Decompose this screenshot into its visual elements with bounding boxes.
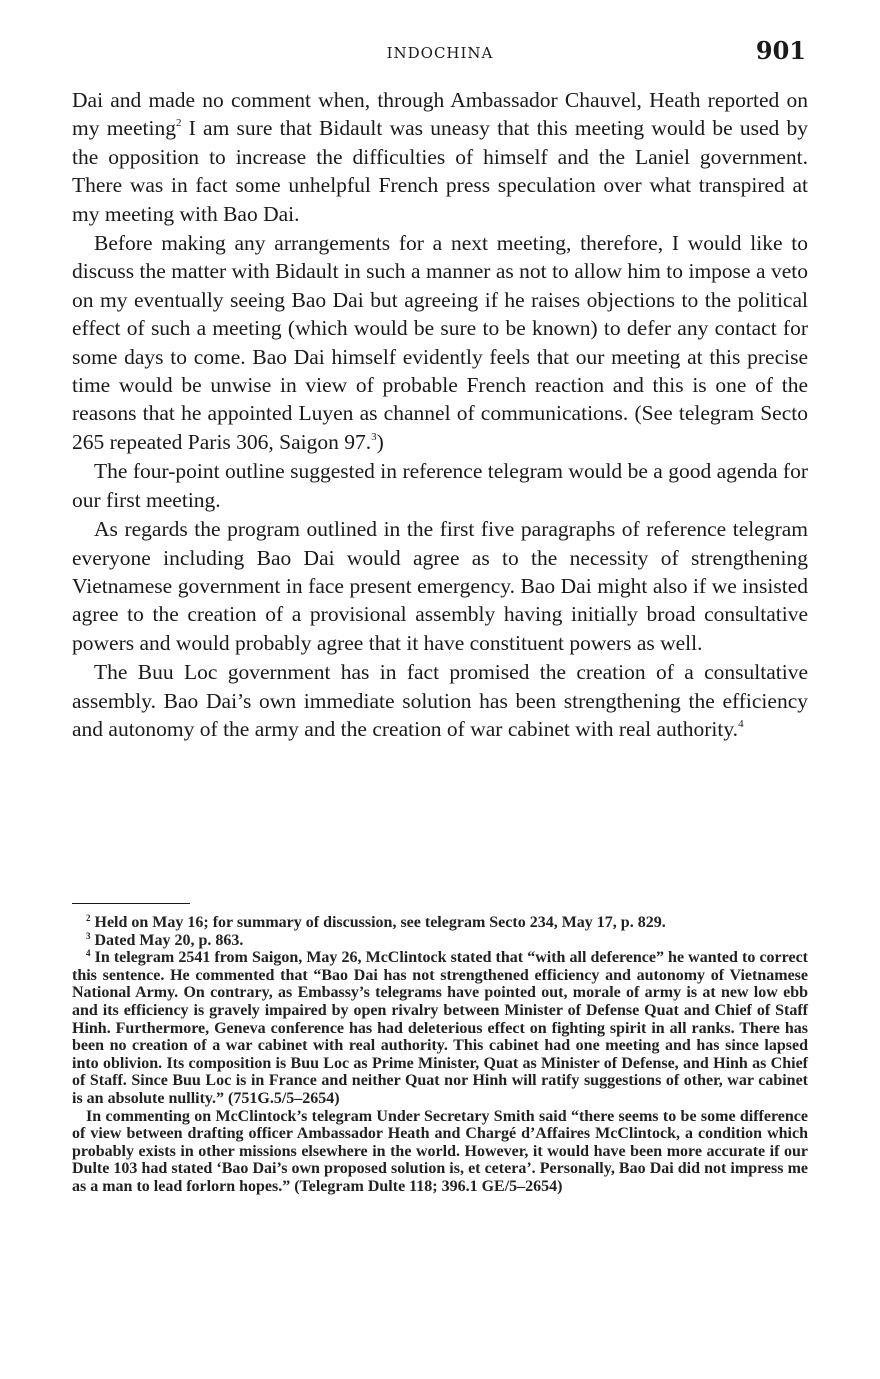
paragraph-2 [72, 229, 808, 456]
paragraph-3: The four-point outline suggested in reference telegram would be a good agenda for our first meeting. [72, 459, 808, 512]
paragraph-5-text: The Buu Loc government has in fact promised the creation of a consultative assembly. Bao Dai’s own immediate solution has been strengthening the efficiency and autonomy of the army and the creation of war cabinet with real authority. [72, 660, 808, 741]
body-text [72, 86, 808, 743]
footnote-4 [72, 949, 808, 1107]
running-head [72, 36, 808, 70]
footnotes [72, 914, 808, 1196]
running-title: INDOCHINA [386, 44, 494, 62]
paragraph-4: As regards the program outlined in the first five paragraphs of reference telegram everyone including Bao Dai would agree as to the necessity of strengthening Vietnamese government in face present emergency. Bao Dai might also if we insisted agree to the creation of a provisional assembly having initially broad consultative powers and would probably agree that it have constituent powers as well. [72, 517, 808, 655]
footnote-3-text: Dated May 20, p. 863. [90, 931, 244, 949]
footnote-4-continued: In commenting on McClintock’s telegram Under Secretary Smith said “there seems to be some difference of view between drafting officer Ambassador Heath and Chargé d’Affaires McClintock, a condition which probably exists in other missions elsewhere in the world. However, it would have been more accurate if our Dulte 103 had stated ‘Bao Dai’s own proposed solution is, et cetera’. Personally, Bao Dai did not impress me as a man to lead forlorn hopes.” (Telegram Dulte 118; 396.1 GE/5–2654) [72, 1107, 808, 1195]
footnote-ref-2: 2 [175, 117, 182, 130]
footnote-2-mark: 2 [86, 913, 91, 923]
paragraph-1 [72, 86, 808, 228]
footnote-4-mark: 4 [86, 948, 91, 959]
paragraph-2-text-b: ) [376, 429, 384, 454]
paragraph-1-text-a: Dai and made no comment when, through Ambassador Chauvel, Heath reported on my meeting [72, 88, 808, 141]
paragraph-2-text-a: Before making any arrangements for a next meeting, therefore, I would like to discuss the matter with Bidault in such a manner as not to allow him to impose a veto on my eventually seeing Bao Dai but agreeing if he raises objections to the political effect of such a meeting (which would be sure to be known) to defer any contact for some days to come. Bao Dai himself evidently feels that our meeting at this precise time would be unwise in view of probable French reaction and this is one of the reasons that he appointed Luyen as channel of communications. (See telegram Secto 265 repeated Paris 306, Saigon 97. [72, 231, 808, 454]
paragraph-5 [72, 658, 808, 743]
footnote-3-mark: 3 [86, 930, 91, 941]
page-number: 901 [755, 36, 806, 65]
footnote-ref-4: 4 [738, 717, 744, 730]
footnote-ref-3: 3 [371, 430, 377, 443]
footnote-2 [72, 914, 808, 932]
footnote-3 [72, 932, 808, 950]
footnote-divider [72, 903, 190, 904]
footnote-4-text: In telegram 2541 from Saigon, May 26, McClintock stated that “with all deference” he wanted to correct this sentence. He commented that “Bao Dai has not strengthened efficiency and autonomy of Vietnamese National Army. On contrary, as Embassy’s telegrams have pointed out, morale of army is at new low ebb and its efficiency is gravely impaired by open rivalry between Minister of Defense Quat and Chief of Staff Hinh. Furthermore, Geneva conference has had deleterious effect on fighting spirit in all ranks. There has been no creation of a war cabinet with real authority. This cabinet had one meeting and has since lapsed into oblivion. Its composition is Buu Loc as Prime Minister, Quat as Minister of Defense, and Hinh as Chief of Staff. Since Buu Loc is in France and neither Quat nor Hinh will ratify suggestions of other, war cabinet is an absolute nullity.” (751G.5/5–2654) [72, 949, 808, 1107]
paragraph-1-text-b: I am sure that Bidault was uneasy that this meeting would be used by the opposition to increase the difficulties of himself and the Laniel government. There was in fact some unhelpful French press speculation over what transpired at my meeting with Bao Dai. [72, 116, 808, 226]
footnote-2-text: Held on May 16; for summary of discussion, see telegram Secto 234, May 17, p. 829. [90, 914, 666, 931]
